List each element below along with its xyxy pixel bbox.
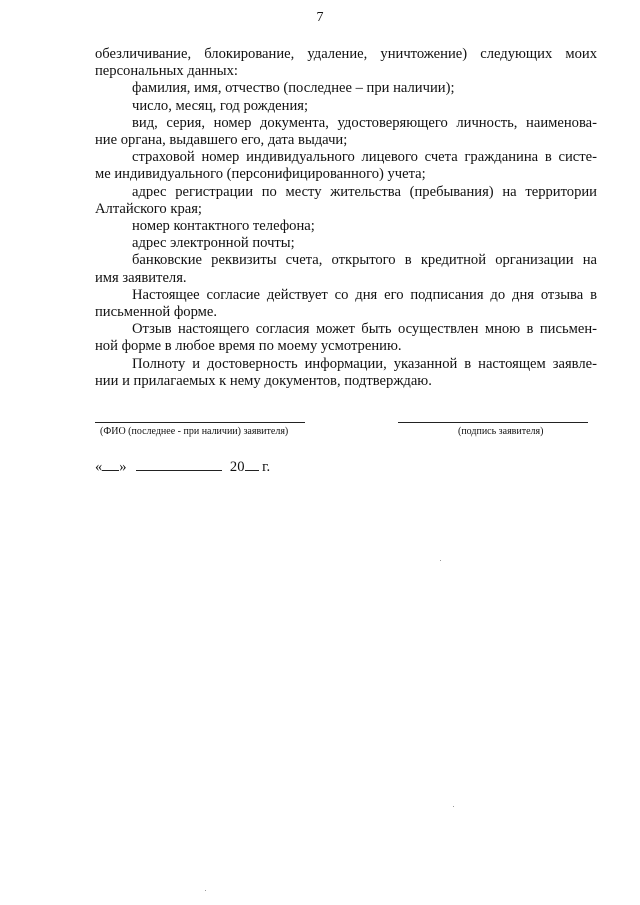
signature-caption: (подпись заявителя) xyxy=(458,426,544,437)
name-caption: (ФИО (последнее - при наличии) заявителя) xyxy=(100,426,289,437)
text-line: ме индивидуального (персонифицированного) учета; xyxy=(95,166,426,183)
paragraph-line: Настоящее согласие действует со дня его подписания до дня отзыва в xyxy=(132,286,597,303)
list-item: номер контактного телефона; xyxy=(132,218,315,235)
text-line: ние органа, выдавшего его, дата выдачи; xyxy=(95,132,348,149)
year-blank xyxy=(245,458,259,471)
scan-speck xyxy=(440,560,441,561)
name-signature-line xyxy=(95,422,305,423)
scan-speck xyxy=(453,806,454,807)
text-line: Алтайского края; xyxy=(95,200,202,217)
list-item: адрес электронной почты; xyxy=(132,235,295,252)
date-close-quote: » xyxy=(119,459,127,475)
page-number: 7 xyxy=(316,10,324,25)
day-blank xyxy=(102,458,119,471)
date-open-quote: « xyxy=(95,459,103,475)
list-item: фамилия, имя, отчество (последнее – при наличии); xyxy=(132,80,455,97)
text-line: персональных данных: xyxy=(95,63,238,80)
signature-line xyxy=(398,422,588,423)
year-prefix: 20 xyxy=(229,459,245,475)
scan-speck xyxy=(205,890,206,891)
paragraph-line: Полноту и достоверность информации, указанной в настоящем заявле- xyxy=(132,355,597,372)
list-item: страховой номер индивидуального лицевого счета гражданина в систе- xyxy=(132,149,597,166)
text-line: обезличивание, блокирование, удаление, уничтожение) следующих моих xyxy=(95,46,597,62)
list-item: число, месяц, год рождения; xyxy=(132,97,309,114)
consent-text xyxy=(95,46,597,390)
text-line: имя заявителя. xyxy=(95,269,187,286)
list-item: вид, серия, номер документа, удостоверяющего личность, наименова- xyxy=(132,114,597,131)
paragraph-line: ной форме в любое время по моему усмотрению. xyxy=(95,338,402,355)
paragraph-line: нии и прилагаемых к нему документов, подтверждаю. xyxy=(95,372,432,389)
paragraph-line: Отзыв настоящего согласия может быть осуществлен мною в письмен- xyxy=(132,321,597,338)
paragraph-line: письменной форме. xyxy=(95,304,218,321)
list-item: банковские реквизиты счета, открытого в кредитной организации на xyxy=(132,252,597,269)
year-suffix: г. xyxy=(262,459,271,475)
list-item: адрес регистрации по месту жительства (пребывания) на территории xyxy=(132,183,597,200)
month-blank xyxy=(136,458,222,471)
date-field xyxy=(95,458,270,476)
